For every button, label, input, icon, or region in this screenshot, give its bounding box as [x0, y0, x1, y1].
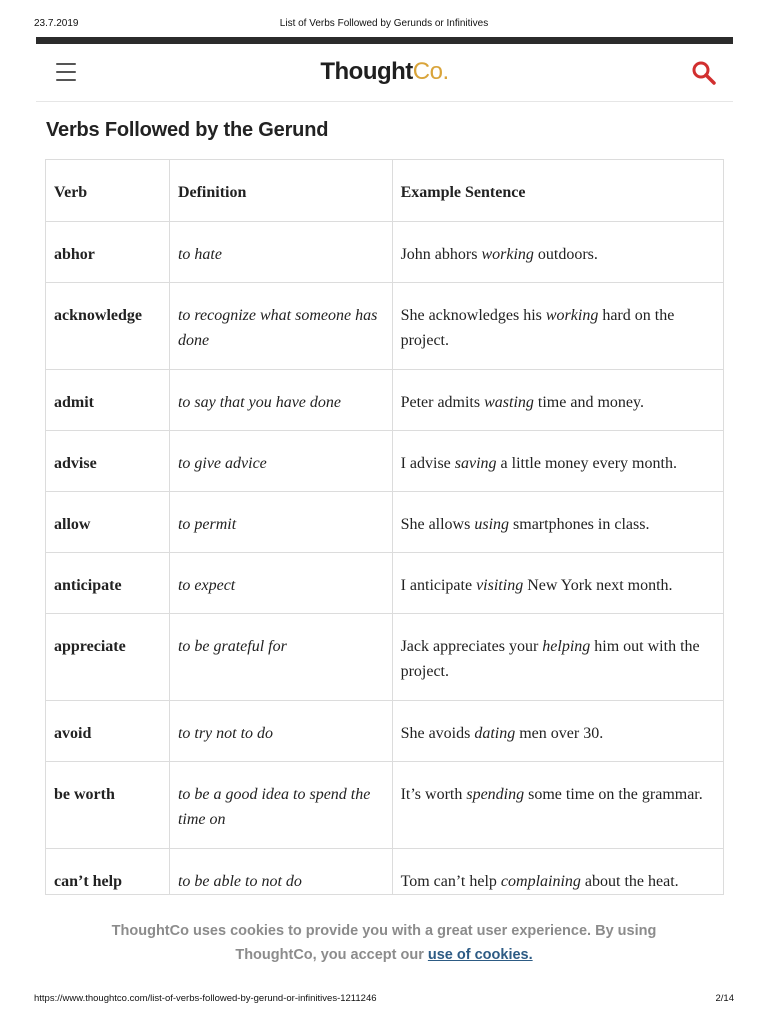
cookie-text: ThoughtCo uses cookies to provide you with a great user experience. By using ThoughtCo, you accept our	[111, 923, 657, 963]
example-text: She allows	[400, 516, 475, 533]
header-definition: Definition	[169, 160, 392, 222]
example-text: some time on the grammar.	[524, 786, 703, 803]
example-text: smartphones in class.	[509, 516, 650, 533]
definition-cell: to try not to do	[169, 701, 392, 762]
example-text: time and money.	[533, 394, 644, 411]
table-row	[46, 370, 724, 431]
gerund: saving	[454, 455, 497, 472]
example-text: about the heat.	[580, 873, 679, 890]
table-row	[46, 492, 724, 553]
gerund: helping	[542, 638, 591, 655]
definition-cell: to say that you have done	[169, 370, 392, 431]
example-text: hard on the project.	[400, 307, 675, 349]
example-text: New York next month.	[523, 577, 673, 594]
example-text: men over 30.	[515, 725, 604, 742]
example-cell	[392, 762, 723, 849]
gerund: working	[481, 246, 534, 263]
cookie-banner	[0, 895, 768, 985]
verb-cell: acknowledge	[46, 283, 170, 370]
definition-cell: to give advice	[169, 431, 392, 492]
definition-cell: to permit	[169, 492, 392, 553]
example-cell	[392, 701, 723, 762]
example-text: Tom can’t help	[400, 873, 501, 890]
definition-cell: to be a good idea to spend the time on	[169, 762, 392, 849]
gerund: visiting	[476, 577, 524, 594]
verb-cell: anticipate	[46, 553, 170, 614]
print-page-number: 2/14	[715, 993, 734, 1004]
example-cell	[392, 222, 723, 283]
example-text: Peter admits	[400, 394, 485, 411]
verb-cell: allow	[46, 492, 170, 553]
example-cell	[392, 370, 723, 431]
gerund: spending	[466, 786, 525, 803]
logo-accent: Co.	[412, 58, 449, 85]
table-row	[46, 283, 724, 370]
example-cell	[392, 283, 723, 370]
print-footer	[34, 993, 734, 1007]
logo-main: Thought	[320, 58, 413, 85]
gerund: using	[474, 516, 510, 533]
definition-cell: to be able to not do	[169, 849, 392, 895]
example-text: I anticipate	[400, 577, 477, 594]
gerund: working	[545, 307, 599, 324]
site-header	[36, 44, 733, 102]
table-row	[46, 701, 724, 762]
example-cell	[392, 431, 723, 492]
verb-cell: avoid	[46, 701, 170, 762]
definition-cell: to hate	[169, 222, 392, 283]
cookie-policy-link[interactable]: use of cookies.	[427, 947, 533, 963]
table-row	[46, 431, 724, 492]
example-text: She acknowledges his	[400, 307, 546, 324]
example-text: him out with the project.	[400, 638, 700, 680]
header-example: Example Sentence	[392, 160, 723, 222]
section-title: Verbs Followed by the Gerund	[46, 119, 329, 141]
search-icon[interactable]	[691, 60, 717, 86]
site-logo[interactable]	[36, 58, 733, 86]
example-text: Jack appreciates your	[400, 638, 543, 655]
example-text: I advise	[400, 455, 455, 472]
example-cell	[392, 492, 723, 553]
gerund: wasting	[484, 394, 534, 411]
example-text: a little money every month.	[496, 455, 677, 472]
example-text: It’s worth	[400, 786, 467, 803]
print-doc-title: List of Verbs Followed by Gerunds or Infinitives	[279, 18, 489, 29]
verb-cell: abhor	[46, 222, 170, 283]
verb-cell: admit	[46, 370, 170, 431]
definition-cell: to expect	[169, 553, 392, 614]
cookie-message	[90, 919, 678, 967]
definition-cell: to recognize what someone has done	[169, 283, 392, 370]
top-bar	[36, 37, 733, 44]
verb-cell: advise	[46, 431, 170, 492]
definition-cell: to be grateful for	[169, 614, 392, 701]
gerund: complaining	[500, 873, 581, 890]
verbs-table	[45, 159, 724, 895]
example-text: She avoids	[400, 725, 475, 742]
header-verb: Verb	[46, 160, 170, 222]
example-cell	[392, 614, 723, 701]
table-row	[46, 553, 724, 614]
table-row	[46, 614, 724, 701]
table-row	[46, 762, 724, 849]
table-header-row	[46, 160, 724, 222]
example-text: outdoors.	[533, 246, 598, 263]
verb-cell: be worth	[46, 762, 170, 849]
example-cell	[392, 553, 723, 614]
table-row	[46, 849, 724, 895]
table-row	[46, 222, 724, 283]
gerund: dating	[474, 725, 516, 742]
print-date: 23.7.2019	[34, 18, 79, 29]
print-url: https://www.thoughtco.com/list-of-verbs-followed-by-gerund-or-infinitives-1211246	[34, 993, 377, 1004]
verb-cell: appreciate	[46, 614, 170, 701]
verb-cell: can’t help	[46, 849, 170, 895]
example-cell	[392, 849, 723, 895]
print-header	[34, 18, 734, 32]
example-text: John abhors	[400, 246, 482, 263]
